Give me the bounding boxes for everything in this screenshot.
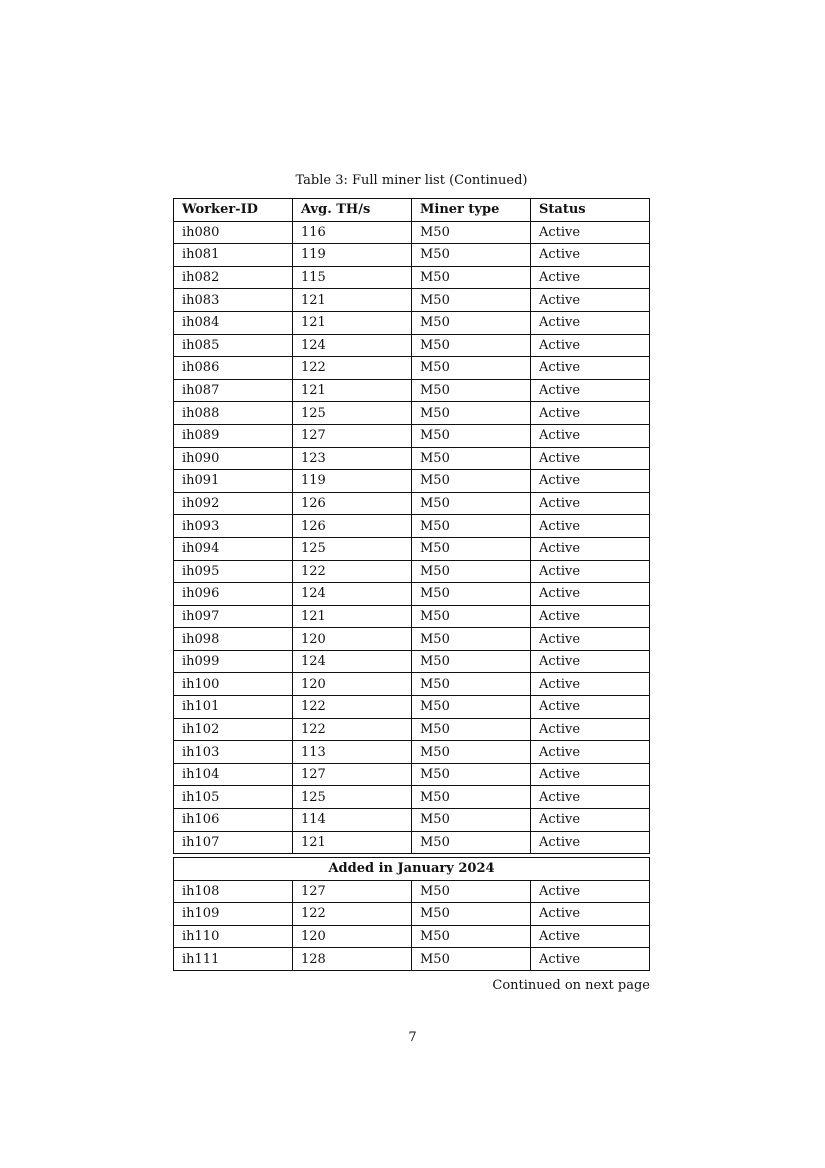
status-cell: Active [531,628,650,651]
miner-type-cell: M50 [412,925,531,948]
status-cell: Active [531,470,650,493]
table-row [174,221,650,244]
avg-ths-cell: 125 [293,537,412,560]
status-cell: Active [531,244,650,267]
miner-type-cell: M50 [412,880,531,903]
status-cell: Active [531,311,650,334]
table-row [174,831,650,854]
column-header-avg-ths: Avg. TH/s [293,199,412,222]
column-header-status: Status [531,199,650,222]
status-cell: Active [531,289,650,312]
table-row [174,492,650,515]
miner-type-cell: M50 [412,447,531,470]
table-row [174,809,650,832]
table-row [174,379,650,402]
table-row [174,673,650,696]
avg-ths-cell: 114 [293,809,412,832]
status-cell: Active [531,650,650,673]
avg-ths-cell: 125 [293,402,412,425]
avg-ths-cell: 113 [293,741,412,764]
avg-ths-cell: 122 [293,357,412,380]
avg-ths-cell: 119 [293,244,412,267]
worker-id-cell: ih097 [174,605,293,628]
avg-ths-cell: 127 [293,424,412,447]
miner-type-cell: M50 [412,221,531,244]
avg-ths-cell: 120 [293,628,412,651]
worker-id-cell: ih085 [174,334,293,357]
status-cell: Active [531,948,650,971]
table-row [174,880,650,903]
status-cell: Active [531,560,650,583]
worker-id-cell: ih095 [174,560,293,583]
avg-ths-cell: 128 [293,948,412,971]
status-cell: Active [531,492,650,515]
avg-ths-cell: 124 [293,650,412,673]
continued-note: Continued on next page [492,978,650,993]
miner-type-cell: M50 [412,560,531,583]
status-cell: Active [531,763,650,786]
avg-ths-cell: 121 [293,831,412,854]
miner-type-cell: M50 [412,650,531,673]
status-cell: Active [531,741,650,764]
avg-ths-cell: 122 [293,696,412,719]
table-row [174,470,650,493]
status-cell: Active [531,221,650,244]
status-cell: Active [531,696,650,719]
avg-ths-cell: 127 [293,763,412,786]
table-row [174,741,650,764]
worker-id-cell: ih100 [174,673,293,696]
miner-type-cell: M50 [412,903,531,926]
status-cell: Active [531,447,650,470]
status-cell: Active [531,357,650,380]
avg-ths-cell: 119 [293,470,412,493]
status-cell: Active [531,583,650,606]
worker-id-cell: ih107 [174,831,293,854]
table-row [174,560,650,583]
miner-type-cell: M50 [412,357,531,380]
avg-ths-cell: 115 [293,266,412,289]
table-row [174,311,650,334]
miner-type-cell: M50 [412,628,531,651]
miner-table [173,198,650,854]
table-row [174,628,650,651]
january-2024-table-body [174,858,650,971]
status-cell: Active [531,673,650,696]
worker-id-cell: ih083 [174,289,293,312]
avg-ths-cell: 122 [293,718,412,741]
worker-id-cell: ih080 [174,221,293,244]
avg-ths-cell: 124 [293,334,412,357]
status-cell: Active [531,334,650,357]
avg-ths-cell: 126 [293,492,412,515]
avg-ths-cell: 127 [293,880,412,903]
miner-type-cell: M50 [412,605,531,628]
worker-id-cell: ih087 [174,379,293,402]
worker-id-cell: ih108 [174,880,293,903]
worker-id-cell: ih109 [174,903,293,926]
miner-type-cell: M50 [412,470,531,493]
avg-ths-cell: 122 [293,560,412,583]
worker-id-cell: ih102 [174,718,293,741]
miner-type-cell: M50 [412,696,531,719]
status-cell: Active [531,266,650,289]
worker-id-cell: ih105 [174,786,293,809]
worker-id-cell: ih094 [174,537,293,560]
status-cell: Active [531,515,650,538]
table-row [174,515,650,538]
worker-id-cell: ih082 [174,266,293,289]
table-row [174,925,650,948]
worker-id-cell: ih084 [174,311,293,334]
worker-id-cell: ih093 [174,515,293,538]
worker-id-cell: ih081 [174,244,293,267]
status-cell: Active [531,424,650,447]
worker-id-cell: ih096 [174,583,293,606]
table-row [174,289,650,312]
worker-id-cell: ih092 [174,492,293,515]
avg-ths-cell: 121 [293,311,412,334]
table-row [174,266,650,289]
avg-ths-cell: 120 [293,925,412,948]
worker-id-cell: ih088 [174,402,293,425]
worker-id-cell: ih101 [174,696,293,719]
status-cell: Active [531,925,650,948]
worker-id-cell: ih090 [174,447,293,470]
table-row [174,583,650,606]
miner-type-cell: M50 [412,311,531,334]
avg-ths-cell: 126 [293,515,412,538]
status-cell: Active [531,903,650,926]
table-row [174,718,650,741]
group-title-row [174,858,650,881]
worker-id-cell: ih106 [174,809,293,832]
miner-type-cell: M50 [412,492,531,515]
avg-ths-cell: 121 [293,289,412,312]
status-cell: Active [531,718,650,741]
status-cell: Active [531,379,650,402]
miner-type-cell: M50 [412,718,531,741]
avg-ths-cell: 125 [293,786,412,809]
table-row [174,402,650,425]
worker-id-cell: ih104 [174,763,293,786]
table-row [174,605,650,628]
miner-table-body [174,221,650,854]
miner-type-cell: M50 [412,786,531,809]
worker-id-cell: ih091 [174,470,293,493]
miner-type-cell: M50 [412,289,531,312]
miner-type-cell: M50 [412,763,531,786]
worker-id-cell: ih099 [174,650,293,673]
status-cell: Active [531,880,650,903]
table-caption: Table 3: Full miner list (Continued) [295,173,528,188]
miner-type-cell: M50 [412,673,531,696]
avg-ths-cell: 122 [293,903,412,926]
miner-type-cell: M50 [412,244,531,267]
status-cell: Active [531,537,650,560]
page-number: 7 [408,1030,417,1045]
avg-ths-cell: 124 [293,583,412,606]
table-header-row [174,199,650,222]
worker-id-cell: ih086 [174,357,293,380]
status-cell: Active [531,809,650,832]
table-row [174,447,650,470]
table-row [174,424,650,447]
avg-ths-cell: 116 [293,221,412,244]
miner-type-cell: M50 [412,334,531,357]
table-row [174,357,650,380]
column-header-worker-id: Worker-ID [174,199,293,222]
miner-type-cell: M50 [412,424,531,447]
worker-id-cell: ih089 [174,424,293,447]
table-row [174,650,650,673]
status-cell: Active [531,402,650,425]
miner-type-cell: M50 [412,402,531,425]
miner-type-cell: M50 [412,741,531,764]
avg-ths-cell: 123 [293,447,412,470]
column-header-miner-type: Miner type [412,199,531,222]
table-row [174,948,650,971]
worker-id-cell: ih103 [174,741,293,764]
miner-type-cell: M50 [412,515,531,538]
avg-ths-cell: 120 [293,673,412,696]
table-row [174,763,650,786]
status-cell: Active [531,786,650,809]
miner-type-cell: M50 [412,266,531,289]
miner-type-cell: M50 [412,379,531,402]
table-row [174,903,650,926]
worker-id-cell: ih098 [174,628,293,651]
table-row [174,696,650,719]
table-row [174,786,650,809]
status-cell: Active [531,831,650,854]
avg-ths-cell: 121 [293,379,412,402]
table-row [174,334,650,357]
group-title: Added in January 2024 [174,858,650,881]
avg-ths-cell: 121 [293,605,412,628]
miner-type-cell: M50 [412,537,531,560]
miner-type-cell: M50 [412,809,531,832]
worker-id-cell: ih110 [174,925,293,948]
status-cell: Active [531,605,650,628]
january-2024-table [173,857,650,971]
worker-id-cell: ih111 [174,948,293,971]
miner-type-cell: M50 [412,831,531,854]
miner-type-cell: M50 [412,583,531,606]
miner-type-cell: M50 [412,948,531,971]
table-row [174,244,650,267]
table-row [174,537,650,560]
